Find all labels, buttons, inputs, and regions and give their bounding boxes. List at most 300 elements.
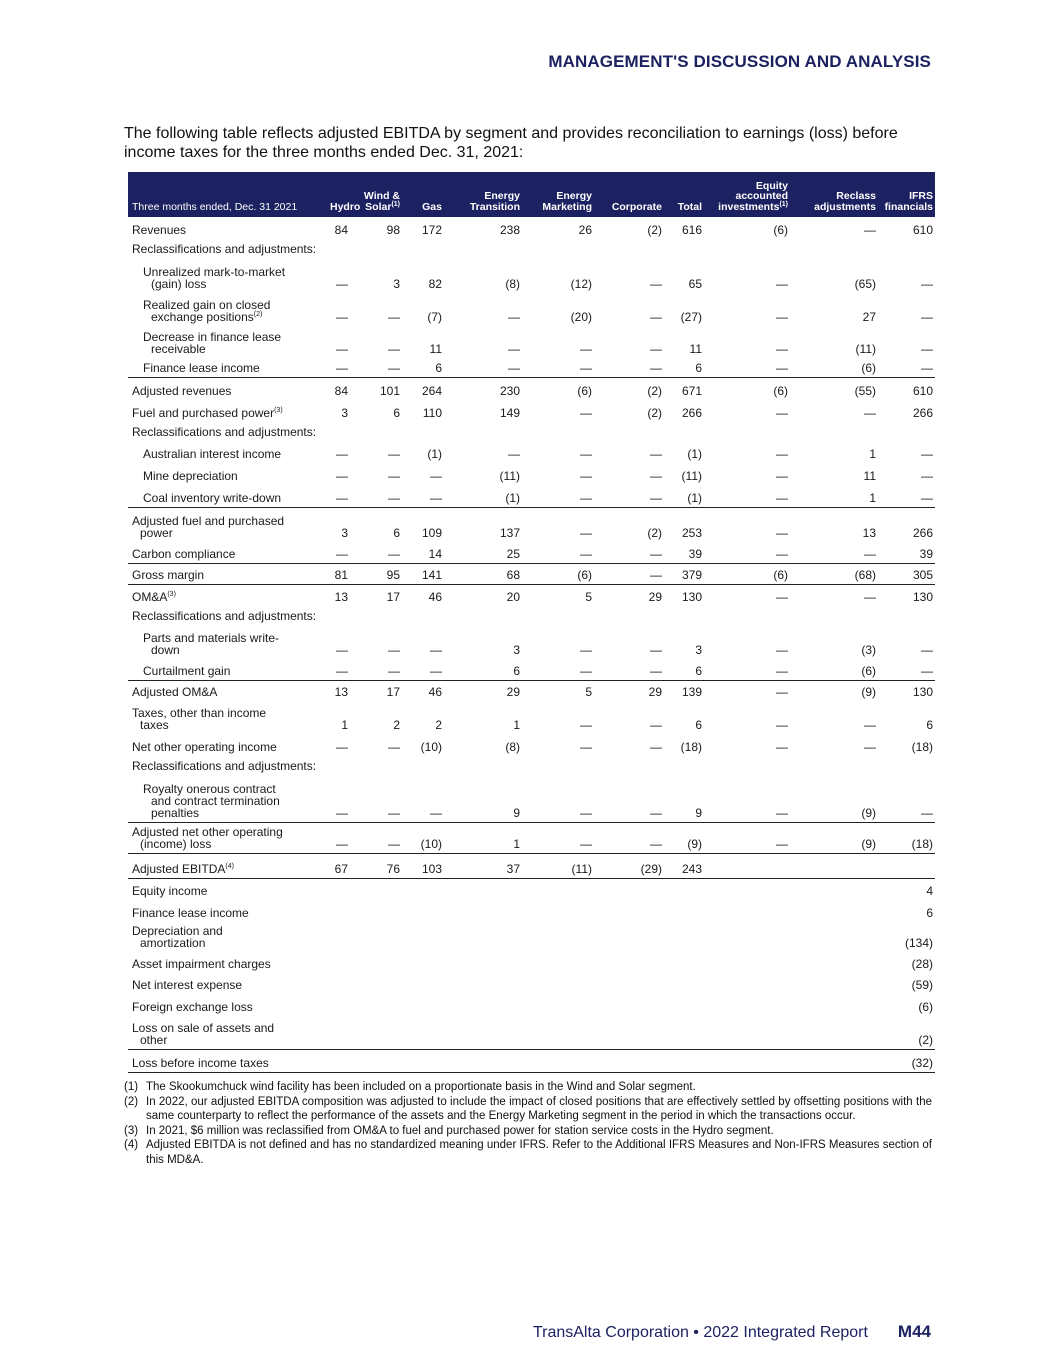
table-cell: —: [336, 277, 348, 291]
table-cell: [594, 606, 664, 625]
table-cell: (1): [444, 485, 522, 507]
table-row: [128, 625, 935, 659]
table-cell: (32): [878, 1049, 935, 1072]
table-cell: [402, 878, 444, 900]
table-cell: —: [776, 740, 788, 754]
table-cell: (59): [911, 978, 933, 992]
header-ifrs: IFRS financials: [884, 190, 933, 213]
table-cell: 149: [499, 406, 520, 420]
table-row: [128, 734, 935, 756]
table-cell: 379: [664, 563, 704, 584]
table-cell: 253: [681, 526, 702, 540]
row-label-text: Reclassifications and adjustments:: [132, 609, 317, 623]
table-cell: [664, 1016, 704, 1049]
table-cell: (28): [911, 957, 933, 971]
table-cell: (2): [647, 384, 662, 398]
table-cell: —: [921, 469, 933, 483]
table-cell: 305: [878, 563, 935, 584]
table-cell: (134): [904, 936, 933, 950]
footnotes: [124, 1080, 932, 1167]
row-label-text: Royalty onerous contract and contract termination penalties: [143, 781, 280, 820]
table-cell: 109: [421, 526, 442, 540]
table-row: [128, 542, 935, 563]
table-cell: —: [580, 447, 592, 461]
table-cell: [444, 922, 522, 952]
table-cell: —: [388, 643, 400, 657]
row-label: [128, 973, 328, 994]
table-cell: (18): [878, 822, 935, 853]
table-cell: 13: [334, 590, 348, 604]
table-row: [128, 377, 935, 400]
row-label: [128, 900, 328, 922]
table-cell: (9): [790, 822, 878, 853]
table-cell: —: [336, 310, 348, 324]
table-cell: [594, 994, 664, 1016]
table-cell: —: [921, 277, 933, 291]
row-label-text: Net interest expense: [132, 978, 243, 992]
table-cell: [522, 994, 594, 1016]
header-gas: Gas: [422, 200, 442, 213]
table-cell: 6: [664, 358, 704, 377]
table-cell: (6): [773, 223, 788, 237]
table-cell: —: [594, 775, 664, 822]
table-cell: 27: [862, 310, 876, 324]
row-label: [128, 239, 328, 258]
table-cell: 6: [402, 358, 444, 377]
row-label: [128, 422, 328, 441]
table-cell: —: [704, 822, 790, 853]
table-cell: 5: [585, 590, 592, 604]
table-cell: [704, 922, 790, 952]
table-cell: [444, 422, 522, 441]
footnote: (3) In 2021, $6 million was reclassified from OM&A to fuel and purchased power for station service costs in the Hydro segment.: [124, 1124, 774, 1137]
table-cell: 610: [912, 384, 933, 398]
table-cell: —: [580, 718, 592, 732]
table-cell: 130: [912, 590, 933, 604]
table-cell: —: [776, 406, 788, 420]
table-cell: 46: [428, 590, 442, 604]
table-cell: [704, 853, 790, 878]
table-cell: —: [650, 310, 662, 324]
table-cell: —: [921, 342, 933, 356]
header-energy-transition: Energy Transition: [469, 190, 520, 213]
table-cell: [594, 973, 664, 994]
table-cell: [522, 878, 594, 900]
table-cell: —: [508, 342, 520, 356]
table-cell: 17: [386, 685, 400, 699]
table-cell: [444, 239, 522, 258]
row-label: [128, 680, 328, 701]
table-cell: —: [388, 447, 400, 461]
footnote: (1) The Skookumchuck wind facility has been included on a proportionate basis in the Wind and Solar segment.: [124, 1081, 696, 1093]
page-footer: [533, 1322, 931, 1342]
table-row: [128, 822, 935, 853]
table-row: [128, 701, 935, 734]
table-cell: —: [878, 358, 935, 377]
table-cell: —: [336, 447, 348, 461]
table-cell: —: [704, 358, 790, 377]
table-cell: [790, 422, 878, 441]
row-label-text: OM&A: [132, 590, 168, 604]
table-cell: 243: [664, 853, 704, 878]
table-cell: [350, 606, 402, 625]
table-row: [128, 756, 935, 775]
table-cell: —: [776, 277, 788, 291]
table-cell: 139: [681, 685, 702, 699]
table-cell: [444, 756, 522, 775]
table-cell: —: [580, 342, 592, 356]
row-label: Fuel and purchased power$^{(3)}$: [132, 406, 283, 420]
table-cell: [704, 239, 790, 258]
table-cell: 95: [350, 563, 402, 584]
table-cell: [594, 422, 664, 441]
table-cell: —: [328, 775, 350, 822]
table-cell: [350, 239, 402, 258]
row-label-text: Loss before income taxes: [132, 1055, 269, 1070]
table-cell: [790, 973, 878, 994]
table-cell: [328, 878, 350, 900]
header-equity-accounted: Equity accounted investments$^{(1)}$: [718, 179, 788, 213]
table-cell: (12): [570, 277, 592, 291]
header-period: Three months ended, Dec. 31 2021: [132, 200, 298, 213]
table-cell: —: [522, 358, 594, 377]
table-cell: (20): [570, 310, 592, 324]
table-cell: [350, 756, 402, 775]
table-cell: —: [594, 542, 664, 563]
table-cell: [328, 422, 350, 441]
table-cell: 17: [386, 590, 400, 604]
table-cell: [350, 952, 402, 973]
table-cell: [594, 1049, 664, 1072]
row-label-text: Finance lease income: [143, 360, 260, 375]
table-cell: [704, 1016, 790, 1049]
header-energy-marketing: Energy Marketing: [542, 190, 592, 213]
table-cell: 29: [648, 685, 662, 699]
header-corporate: Corporate: [611, 200, 662, 213]
table-cell: [594, 922, 664, 952]
table-cell: [522, 1049, 594, 1072]
table-row: [128, 659, 935, 680]
table-cell: 82: [428, 277, 442, 291]
table-cell: —: [580, 643, 592, 657]
table-cell: [878, 756, 935, 775]
table-cell: [444, 952, 522, 973]
table-cell: (10): [420, 740, 442, 754]
table-cell: 130: [681, 590, 702, 604]
table-cell: [522, 973, 594, 994]
section-header: MANAGEMENT'S DISCUSSION AND ANALYSIS: [548, 52, 931, 71]
table-cell: —: [776, 526, 788, 540]
table-cell: 6: [444, 659, 522, 680]
table-cell: 110: [422, 406, 442, 420]
row-label: [128, 358, 328, 377]
row-label: [128, 822, 328, 853]
header-hydro: Hydro: [330, 200, 361, 213]
row-label-text: Loss on sale of assets and other: [132, 1020, 275, 1047]
table-cell: —: [921, 643, 933, 657]
table-row: [128, 922, 935, 952]
table-cell: 13: [334, 685, 348, 699]
table-cell: —: [402, 659, 444, 680]
table-cell: —: [522, 822, 594, 853]
table-cell: [704, 422, 790, 441]
table-cell: [790, 606, 878, 625]
table-cell: 9: [444, 775, 522, 822]
table-cell: 101: [379, 384, 400, 398]
row-label-text: Adjusted fuel and purchased power: [132, 514, 285, 540]
table-cell: 11: [689, 342, 702, 356]
row-label: [128, 463, 328, 485]
table-row: [128, 878, 935, 900]
row-label-text: Realized gain on closed exchange positions$^{(2)}$: [143, 298, 271, 324]
table-cell: —: [864, 740, 876, 754]
table-cell: [790, 878, 878, 900]
table-cell: (3): [861, 643, 876, 657]
table-cell: [664, 606, 704, 625]
header-total: Total: [677, 200, 702, 213]
table-row: [128, 358, 935, 377]
table-cell: (1): [687, 447, 702, 461]
table-cell: 3: [393, 277, 400, 291]
table-cell: —: [580, 469, 592, 483]
row-label: [128, 878, 328, 900]
table-cell: [402, 1049, 444, 1072]
table-cell: [878, 239, 935, 258]
table-cell: [444, 1016, 522, 1049]
table-row: [128, 1049, 935, 1072]
table-cell: —: [522, 659, 594, 680]
table-cell: —: [580, 526, 592, 540]
table-cell: 1: [869, 447, 876, 461]
table-cell: (6): [790, 659, 878, 680]
table-cell: —: [704, 485, 790, 507]
table-cell: [664, 422, 704, 441]
table-row: [128, 900, 935, 922]
table-cell: (8): [505, 277, 520, 291]
row-label: [128, 1049, 328, 1072]
table-cell: 266: [912, 406, 933, 420]
table-cell: —: [508, 447, 520, 461]
table-cell: —: [594, 659, 664, 680]
table-cell: [594, 878, 664, 900]
row-label: [128, 258, 328, 293]
table-cell: —: [336, 342, 348, 356]
table-cell: —: [650, 643, 662, 657]
table-cell: 26: [578, 223, 592, 237]
table-cell: [402, 994, 444, 1016]
table-cell: 68: [444, 563, 522, 584]
table-row: [128, 584, 935, 606]
table-cell: —: [878, 775, 935, 822]
table-cell: —: [580, 406, 592, 420]
table-cell: [664, 973, 704, 994]
table-cell: [664, 994, 704, 1016]
table-cell: 3: [695, 643, 702, 657]
footnote: (4) Adjusted EBITDA is not defined and has no standardized meaning under IFRS. Refer to the Additional IFRS Measures and Non-IFRS Measures section of this MD&A.: [124, 1139, 932, 1166]
table-cell: [350, 1049, 402, 1072]
table-row: [128, 422, 935, 441]
table-cell: [878, 606, 935, 625]
row-label-text: Adjusted OM&A: [132, 685, 218, 699]
table-cell: —: [704, 775, 790, 822]
table-cell: —: [921, 447, 933, 461]
table-cell: (11): [499, 469, 520, 483]
table-cell: 46: [428, 685, 442, 699]
table-cell: —: [776, 342, 788, 356]
table-cell: —: [336, 740, 348, 754]
table-row: [128, 400, 935, 422]
table-cell: [664, 1049, 704, 1072]
table-cell: 266: [912, 526, 933, 540]
row-label-text: Parts and materials write- down: [143, 631, 280, 657]
table-cell: [522, 422, 594, 441]
table-cell: 98: [386, 223, 400, 237]
table-cell: —: [650, 718, 662, 732]
table-header-row: [128, 172, 935, 217]
table-cell: —: [864, 718, 876, 732]
footnote: (2) In 2022, our adjusted EBITDA composition was adjusted to include the impact of closed positions that are effectively settled by offsetting positions with the same counterparty to reflect the performance of the assets and the Energy Marketing segment in the period in which the transactions occur.: [124, 1095, 932, 1122]
table-cell: [594, 1016, 664, 1049]
table-cell: [790, 1016, 878, 1049]
table-cell: 9: [664, 775, 704, 822]
row-label-text: Revenues: [132, 223, 187, 237]
row-label: [128, 922, 328, 952]
table-cell: [444, 994, 522, 1016]
row-label-text: Decrease in finance lease receivable: [143, 330, 282, 356]
table-cell: —: [776, 590, 788, 604]
table-row: [128, 606, 935, 625]
table-row: [128, 1016, 935, 1049]
table-cell: (18): [680, 740, 702, 754]
table-cell: [402, 1016, 444, 1049]
table-cell: —: [388, 469, 400, 483]
table-cell: 11: [429, 342, 442, 356]
table-cell: [704, 900, 790, 922]
table-cell: —: [328, 358, 350, 377]
table-cell: [704, 1049, 790, 1072]
table-cell: 137: [499, 526, 520, 540]
row-label: Adjusted EBITDA$^{(4)}$: [128, 853, 328, 878]
table-cell: —: [328, 485, 350, 507]
table-cell: 6: [926, 718, 933, 732]
table-cell: —: [328, 822, 350, 853]
table-row: [128, 775, 935, 822]
table-row: [128, 258, 935, 293]
table-cell: 2: [435, 718, 442, 732]
table-cell: —: [444, 358, 522, 377]
table-cell: [402, 422, 444, 441]
table-cell: [350, 994, 402, 1016]
row-label: [128, 756, 328, 775]
row-label-text: Curtailment gain: [143, 663, 231, 678]
table-cell: [664, 900, 704, 922]
table-cell: [350, 973, 402, 994]
table-cell: (2): [878, 1016, 935, 1049]
table-cell: —: [650, 342, 662, 356]
table-cell: —: [776, 469, 788, 483]
table-cell: 25: [444, 542, 522, 563]
table-cell: —: [776, 643, 788, 657]
table-cell: [328, 952, 350, 973]
table-cell: —: [878, 659, 935, 680]
row-label-text: Carbon compliance: [132, 546, 236, 561]
table-row: [128, 952, 935, 973]
row-label: [128, 293, 328, 326]
table-cell: —: [580, 740, 592, 754]
table-cell: [790, 853, 878, 878]
table-cell: (65): [854, 277, 876, 291]
row-label: [128, 994, 328, 1016]
table-cell: 172: [421, 223, 442, 237]
table-cell: [328, 606, 350, 625]
table-cell: 230: [499, 384, 520, 398]
row-label-text: Equity income: [132, 884, 208, 898]
table-cell: [350, 922, 402, 952]
table-row: [128, 853, 935, 878]
table-cell: [522, 922, 594, 952]
table-cell: 65: [688, 277, 702, 291]
table-cell: —: [776, 685, 788, 699]
table-row: [128, 973, 935, 994]
table-cell: [328, 994, 350, 1016]
table-cell: —: [402, 485, 444, 507]
table-cell: 84: [334, 223, 348, 237]
row-label: [128, 952, 328, 973]
table-cell: [704, 994, 790, 1016]
table-cell: 1: [444, 822, 522, 853]
table-cell: 3: [341, 406, 348, 420]
table-cell: 67: [328, 853, 350, 878]
table-cell: —: [704, 542, 790, 563]
table-cell: [664, 878, 704, 900]
table-cell: (6): [918, 1000, 933, 1014]
header-wind-solar: Wind & Solar$^{(1)}$: [363, 190, 400, 213]
table-cell: 14: [402, 542, 444, 563]
table-cell: 671: [681, 384, 702, 398]
header-reclass: Reclass adjustments: [814, 190, 876, 213]
table-cell: [664, 922, 704, 952]
table-cell: [790, 239, 878, 258]
intro-paragraph: The following table reflects adjusted EBITDA by segment and provides reconciliation to earnings (loss) before income taxes for the three months ended Dec. 31, 2021:: [124, 125, 898, 161]
row-label-text: Depreciation and amortization: [132, 924, 223, 950]
table-cell: [522, 606, 594, 625]
row-label: [128, 625, 328, 659]
table-cell: 29: [506, 685, 520, 699]
table-cell: —: [430, 643, 442, 657]
row-label-text: Foreign exchange loss: [132, 1000, 253, 1014]
table-cell: —: [776, 718, 788, 732]
table-cell: [402, 952, 444, 973]
table-cell: (29): [594, 853, 664, 878]
table-cell: (1): [427, 447, 442, 461]
table-cell: [594, 239, 664, 258]
table-cell: (1): [664, 485, 704, 507]
row-label-text: Reclassifications and adjustments:: [132, 242, 317, 256]
table-cell: (7): [427, 310, 442, 324]
table-cell: [594, 756, 664, 775]
table-cell: —: [704, 659, 790, 680]
table-cell: 6: [695, 718, 702, 732]
table-row: [128, 217, 935, 239]
table-cell: [522, 900, 594, 922]
table-cell: [664, 239, 704, 258]
table-cell: 130: [912, 685, 933, 699]
table-row: [128, 563, 935, 584]
table-cell: 6: [926, 906, 933, 920]
table-cell: —: [350, 358, 402, 377]
table-cell: [444, 606, 522, 625]
row-label-text: Australian interest income: [143, 447, 282, 461]
